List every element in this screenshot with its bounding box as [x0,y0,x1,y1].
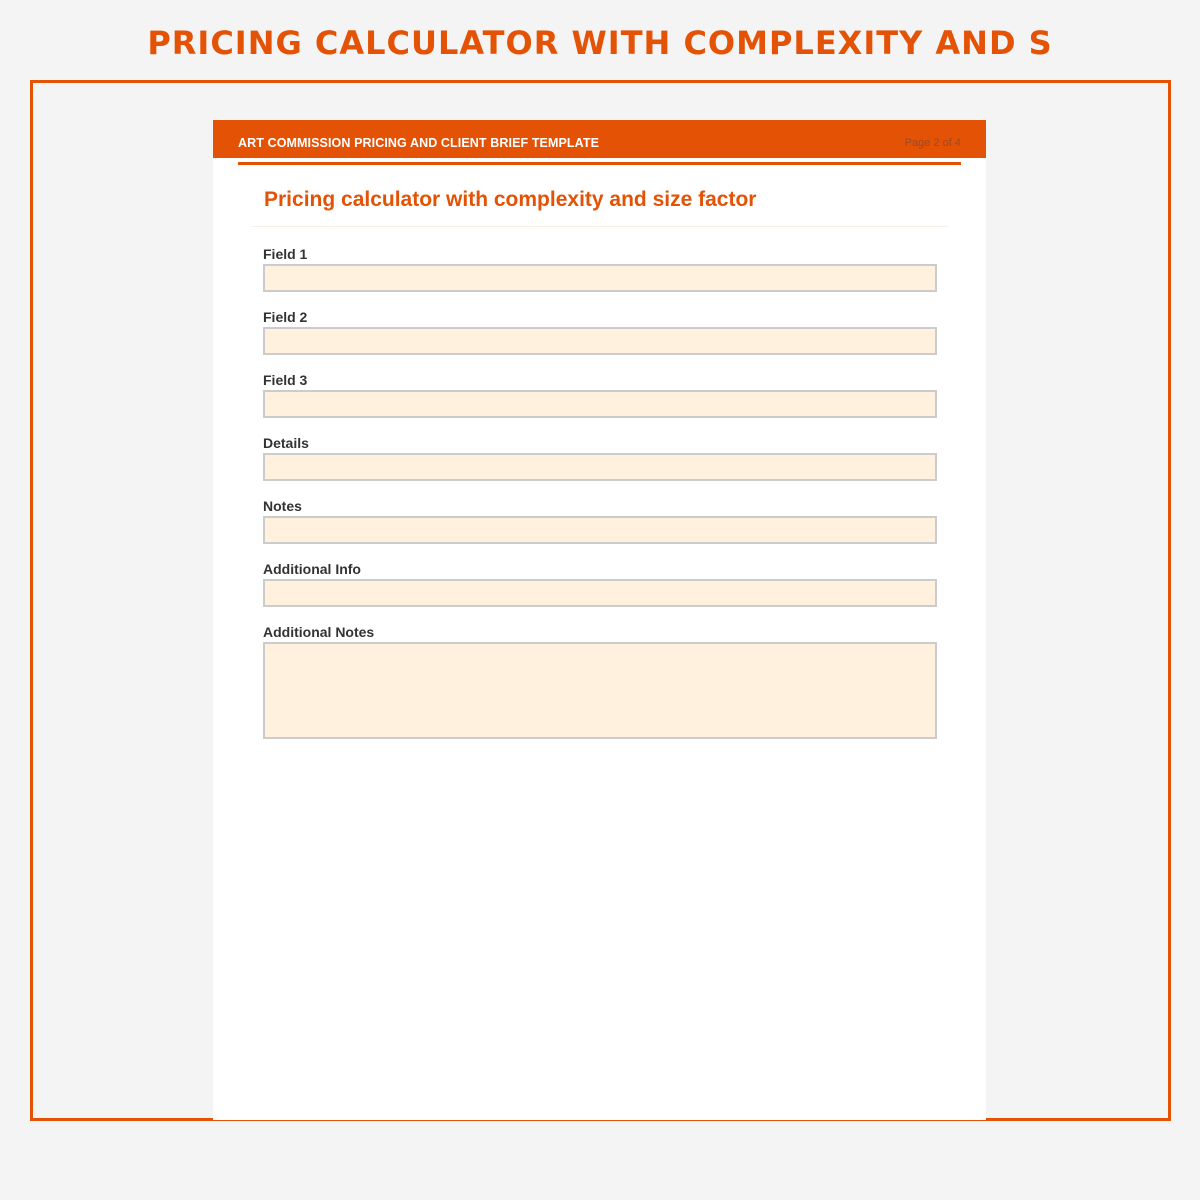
header-divider [238,162,961,165]
field-label: Field 3 [263,372,308,388]
notes-input[interactable] [263,516,937,544]
section-title: Pricing calculator with complexity and size factor [264,188,757,211]
field-label: Field 2 [263,309,308,325]
form-field-additional-info [263,561,937,607]
page-indicator: Page 2 of 4 [904,137,961,149]
field-label: Details [263,435,309,451]
form-field-2 [263,309,937,355]
form-field-additional-notes [263,624,937,739]
field-label: Notes [263,498,302,514]
field-3-input[interactable] [263,390,937,418]
title-divider [251,226,948,227]
page-header [213,120,986,158]
form-field-1 [263,246,937,292]
additional-info-input[interactable] [263,579,937,607]
field-2-input[interactable] [263,327,937,355]
field-label: Field 1 [263,246,308,262]
field-label: Additional Info [263,561,361,577]
details-input[interactable] [263,453,937,481]
form-field-3 [263,372,937,418]
banner-title: PRICING CALCULATOR WITH COMPLEXITY AND S [147,24,1053,62]
document-page [213,120,986,1120]
form-field-notes [263,498,937,544]
field-1-input[interactable] [263,264,937,292]
field-label: Additional Notes [263,624,375,640]
form-field-details [263,435,937,481]
additional-notes-textarea[interactable] [263,642,937,739]
header-title: ART COMMISSION PRICING AND CLIENT BRIEF TEMPLATE [238,136,600,150]
